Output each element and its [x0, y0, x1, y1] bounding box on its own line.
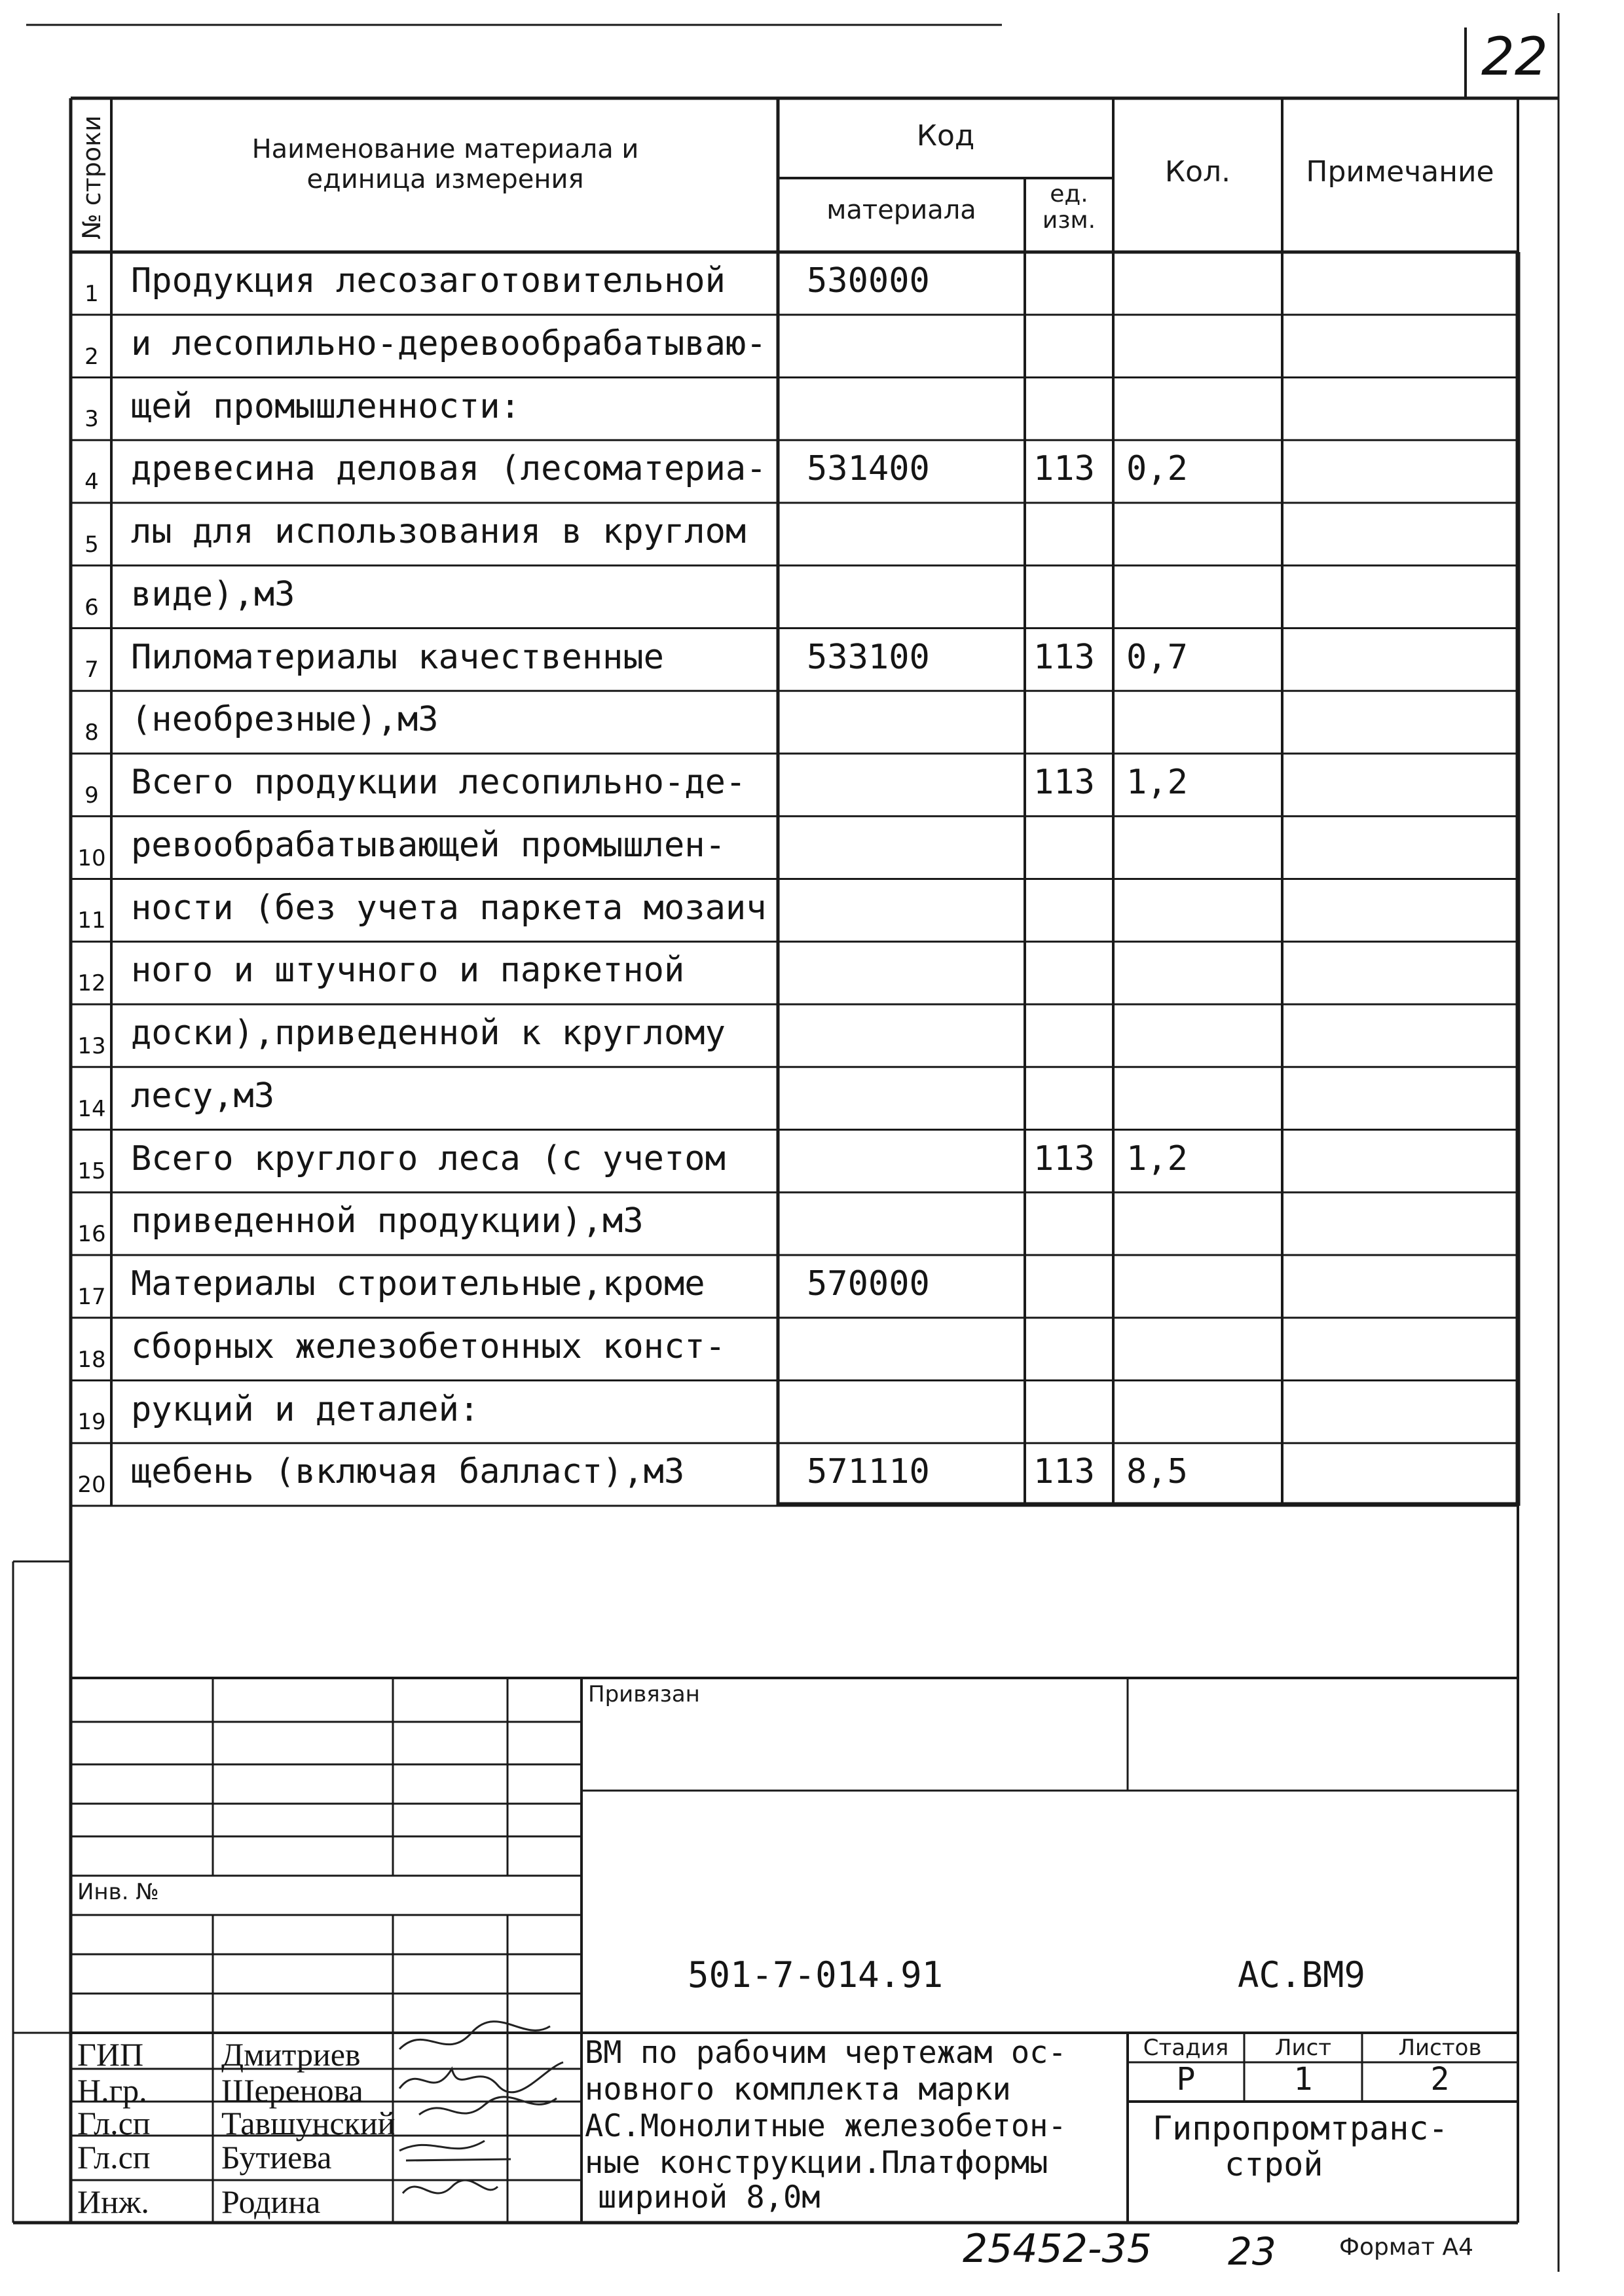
table-row — [0, 1381, 1624, 1444]
row-number: 7 — [84, 657, 99, 683]
row-number: 16 — [77, 1221, 106, 1247]
table-row — [0, 816, 1624, 879]
drawing-title-line-5: шириной 8,0м — [598, 2179, 821, 2215]
quantity: 0,2 — [1126, 449, 1188, 489]
material-code: 531400 — [807, 449, 930, 489]
table-row — [0, 1192, 1624, 1255]
material-name: Пиломатериалы качественные — [131, 637, 664, 677]
row-number: 18 — [77, 1346, 106, 1373]
quantity: 0,7 — [1126, 637, 1188, 677]
signatory-role: Н.гр. — [77, 2072, 147, 2109]
organization-line-2: строй — [1225, 2145, 1323, 2183]
quantity: 1,2 — [1126, 763, 1188, 802]
drawing-title-line-3: АС.Монолитные железобетон- — [585, 2108, 1067, 2144]
row-number: 15 — [77, 1158, 106, 1185]
document-code: 501-7-014.91 — [688, 1954, 944, 1995]
organization — [1139, 2109, 1513, 2181]
material-name: ного и штучного и паркетной — [131, 951, 685, 991]
drawing-title-line-4: ные конструкции.Платформы — [585, 2145, 1048, 2181]
sheet-value: 1 — [1293, 2061, 1313, 2098]
material-name: рукций и деталей: — [131, 1389, 480, 1429]
material-name: (необрезные),м3 — [131, 700, 439, 740]
inventory-number-label: Инв. № — [77, 1879, 159, 1905]
sheets-label: Листов — [1398, 2035, 1482, 2061]
table-row — [0, 1067, 1624, 1130]
drawing-title-line-2: новного комплекта марки — [585, 2071, 1011, 2107]
row-number: 9 — [84, 782, 99, 809]
header-note: Примечание — [1306, 155, 1494, 189]
header-row-number-label: № строки — [77, 115, 106, 240]
stage-value: Р — [1176, 2061, 1196, 2098]
material-name: приведенной продукции),м3 — [131, 1201, 644, 1241]
row-number: 14 — [77, 1095, 106, 1122]
material-name: ности (без учета паркета мозаич — [131, 888, 767, 928]
table-row — [0, 252, 1624, 315]
material-code: 570000 — [807, 1264, 930, 1303]
organization-line-1: Гипропромтранс- — [1153, 2109, 1449, 2147]
drawing-title-line-1: ВМ по рабочим чертежам ос- — [585, 2035, 1067, 2071]
row-number: 10 — [77, 845, 106, 871]
signatory-role: Гл.сп — [77, 2105, 151, 2141]
signatory-name: Шеренова — [221, 2072, 363, 2109]
signatory-role: ГИП — [77, 2036, 144, 2073]
table-row — [0, 941, 1624, 1004]
row-number: 5 — [84, 531, 99, 558]
row-number: 1 — [84, 280, 99, 307]
unit-code: 113 — [1033, 1452, 1095, 1492]
material-name: Продукция лесозаготовительной — [131, 261, 726, 301]
drawing-title — [585, 2035, 1125, 2214]
table-row — [0, 440, 1624, 503]
header-name: Наименование материала и единица измерения — [251, 134, 639, 194]
row-number: 3 — [84, 406, 99, 433]
row-number: 2 — [84, 343, 99, 370]
privyazan-label: Привязан — [588, 1681, 700, 1707]
footer-registration-number: 25452-35 — [963, 2226, 1152, 2272]
header-qty: Кол. — [1164, 155, 1231, 189]
table-row — [0, 1004, 1624, 1067]
row-number: 13 — [77, 1032, 106, 1059]
signatory-name: Родина — [221, 2183, 321, 2220]
page-number-handwritten: 22 — [1481, 26, 1548, 87]
material-name: лы для использования в круглом — [131, 512, 747, 551]
material-name: сборных железобетонных конст- — [131, 1326, 726, 1366]
table-row — [0, 378, 1624, 441]
row-number: 12 — [77, 970, 106, 996]
table-row — [0, 629, 1624, 691]
material-name: лесу,м3 — [131, 1076, 275, 1116]
row-number: 20 — [77, 1472, 106, 1498]
header-row-number — [73, 105, 110, 249]
table-row — [0, 315, 1624, 378]
signatory-role: Гл.сп — [77, 2139, 151, 2176]
material-name: доски),приведенной к круглому — [131, 1013, 726, 1053]
material-name: древесина деловая (лесоматериа- — [131, 449, 767, 489]
paper-format: Формат А4 — [1339, 2234, 1474, 2261]
material-code: 571110 — [807, 1452, 930, 1492]
table-row — [0, 1130, 1624, 1193]
table-row — [0, 1443, 1624, 1506]
signatory-name: Дмитриев — [221, 2036, 361, 2073]
row-number: 11 — [77, 907, 106, 934]
header-code-unit: ед. изм. — [1042, 181, 1096, 234]
material-name: виде),м3 — [131, 574, 295, 614]
table-row — [0, 754, 1624, 816]
material-code: 530000 — [807, 261, 930, 301]
row-number: 6 — [84, 594, 99, 621]
header-code-material: материала — [826, 195, 976, 225]
table-row — [0, 503, 1624, 566]
footer-page-number: 23 — [1228, 2229, 1276, 2274]
signatory-role: Инж. — [77, 2183, 149, 2220]
sheet-label: Лист — [1274, 2035, 1332, 2061]
material-name: ревообрабатывающей промышлен- — [131, 825, 726, 865]
table-row — [0, 1255, 1624, 1318]
row-number: 17 — [77, 1283, 106, 1310]
sheets-value: 2 — [1430, 2061, 1450, 2098]
table-row — [0, 879, 1624, 942]
header-code: Код — [916, 119, 975, 153]
unit-code: 113 — [1033, 637, 1095, 677]
table-row — [0, 1318, 1624, 1381]
table-row — [0, 566, 1624, 629]
material-name: щей промышленности: — [131, 386, 521, 426]
row-number: 19 — [77, 1409, 106, 1436]
document-mark: АС.ВМ9 — [1238, 1954, 1366, 1995]
material-code: 533100 — [807, 637, 930, 677]
stage-label: Стадия — [1143, 2035, 1229, 2061]
quantity: 1,2 — [1126, 1139, 1188, 1178]
signatory-name: Бутиева — [221, 2139, 332, 2176]
row-number: 8 — [84, 720, 99, 746]
material-name: и лесопильно-деревообрабатываю- — [131, 323, 767, 363]
signatory-name: Тавшунский — [221, 2105, 396, 2141]
material-name: Всего круглого леса (с учетом — [131, 1139, 726, 1178]
table-row — [0, 691, 1624, 754]
quantity: 8,5 — [1126, 1452, 1188, 1492]
unit-code: 113 — [1033, 763, 1095, 802]
material-name: Всего продукции лесопильно-де- — [131, 763, 747, 802]
row-number: 4 — [84, 469, 99, 495]
material-name: щебень (включая балласт),м3 — [131, 1452, 685, 1492]
unit-code: 113 — [1033, 1139, 1095, 1178]
unit-code: 113 — [1033, 449, 1095, 489]
material-name: Материалы строительные,кроме — [131, 1264, 705, 1303]
